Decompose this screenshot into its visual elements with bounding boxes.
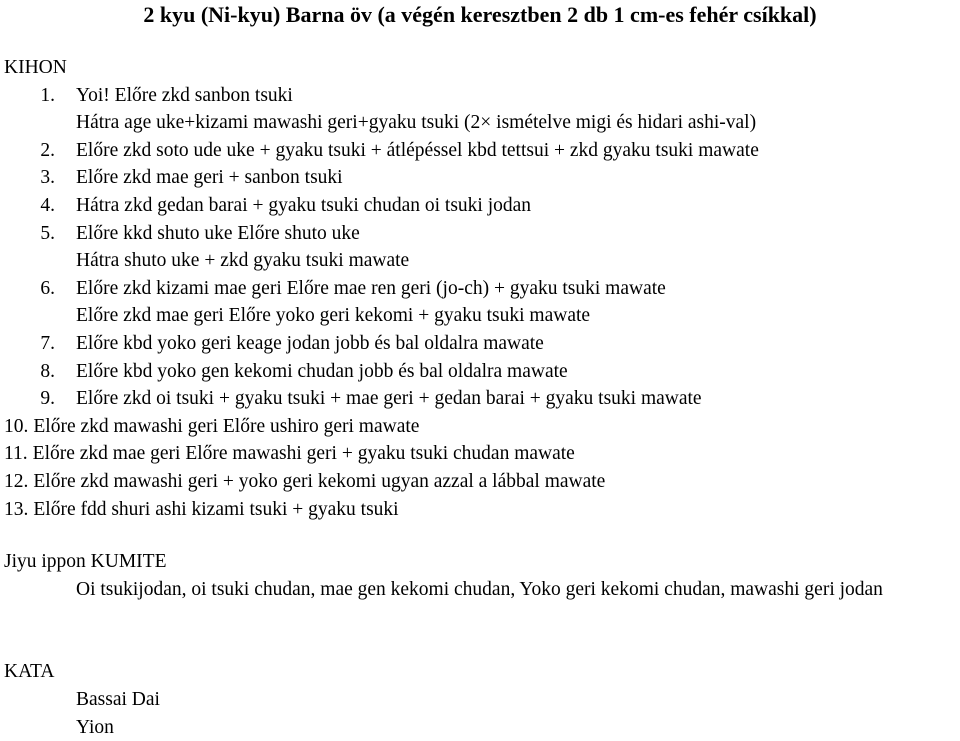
- kihon-item-number: 3.: [40, 167, 55, 189]
- kihon-item-text: Előre fdd shuri ashi kizami tsuki + gyaku tsuki: [33, 498, 399, 520]
- kihon-item-number: 8.: [40, 360, 55, 382]
- kihon-item-text: Előre kkd shuto uke Előre shuto uke: [76, 222, 360, 244]
- kihon-item: [0, 385, 759, 413]
- kumite-text: Oi tsukijodan, oi tsuki chudan, mae gen kekomi chudan, Yoko geri kekomi chudan, mawashi geri jodan: [76, 579, 883, 600]
- kihon-item: [0, 192, 759, 220]
- kata-item: Yion: [76, 716, 114, 738]
- page-title: 2 kyu (Ni-kyu) Barna öv (a végén keresztben 2 db 1 cm-es fehér csíkkal): [143, 2, 817, 27]
- kihon-item: [0, 164, 759, 192]
- kihon-item: [0, 496, 759, 524]
- kihon-item-number: 1.: [40, 84, 55, 106]
- kihon-item-text: Yoi! Előre zkd sanbon tsuki: [76, 84, 293, 106]
- kihon-item: [0, 468, 759, 496]
- kihon-item-number: 7.: [40, 332, 55, 354]
- kihon-item-text: Előre kbd yoko gen kekomi chudan jobb és bal oldalra mawate: [76, 360, 568, 382]
- kihon-item: [0, 82, 759, 137]
- kihon-item-continuation: Hátra age uke+kizami mawashi geri+gyaku tsuki (2× ismételve migi és hidari ashi-val): [76, 112, 757, 134]
- kihon-item-text: Előre zkd mae geri Előre mawashi geri + gyaku tsuki chudan mawate: [32, 443, 575, 465]
- kihon-item-continuation: Előre zkd mae geri Előre yoko geri kekomi + gyaku tsuki mawate: [76, 305, 591, 327]
- kihon-item-number: 11.: [4, 443, 28, 465]
- kihon-item-continuation: Hátra shuto uke + zkd gyaku tsuki mawate: [76, 250, 410, 272]
- kihon-item-number: 6.: [40, 277, 55, 299]
- kihon-item-number: 4.: [40, 194, 55, 216]
- kihon-item: [0, 440, 759, 468]
- kihon-item-number: 12.: [4, 470, 29, 492]
- kihon-item-number: 9.: [40, 388, 55, 410]
- kihon-item-number: 2.: [40, 139, 55, 161]
- kihon-item: [0, 330, 759, 358]
- kumite-heading: Jiyu ippon KUMITE: [4, 551, 167, 572]
- kihon-item: [0, 220, 759, 275]
- kihon-item: [0, 358, 759, 386]
- kihon-item-text: Előre kbd yoko geri keage jodan jobb és bal oldalra mawate: [76, 332, 544, 354]
- kihon-item-text: Előre zkd mae geri + sanbon tsuki: [76, 167, 343, 189]
- kihon-item: [0, 137, 759, 165]
- kihon-item-text: Előre zkd kizami mae geri Előre mae ren geri (jo-ch) + gyaku tsuki mawate: [76, 277, 666, 299]
- kihon-item-text: Előre zkd soto ude uke + gyaku tsuki + átlépéssel kbd tettsui + zkd gyaku tsuki mawate: [76, 139, 759, 161]
- kata-list: [76, 686, 160, 741]
- kata-heading: KATA: [4, 661, 55, 682]
- kihon-item-number: 10.: [4, 415, 29, 437]
- kihon-item-text: Hátra zkd gedan barai + gyaku tsuki chudan oi tsuki jodan: [76, 194, 532, 216]
- kihon-item-text: Előre zkd mawashi geri Előre ushiro geri mawate: [33, 415, 420, 437]
- kihon-item: [0, 275, 759, 330]
- kihon-item-number: 5.: [40, 222, 55, 244]
- kihon-heading: KIHON: [4, 57, 67, 78]
- kihon-item-text: Előre zkd mawashi geri + yoko geri kekomi ugyan azzal a lábbal mawate: [33, 470, 606, 492]
- kihon-item: [0, 413, 759, 441]
- kihon-item-number: 13.: [4, 498, 29, 520]
- kihon-list: [0, 82, 759, 524]
- kihon-item-text: Előre zkd oi tsuki + gyaku tsuki + mae geri + gedan barai + gyaku tsuki mawate: [76, 388, 702, 410]
- kata-item: Bassai Dai: [76, 689, 160, 710]
